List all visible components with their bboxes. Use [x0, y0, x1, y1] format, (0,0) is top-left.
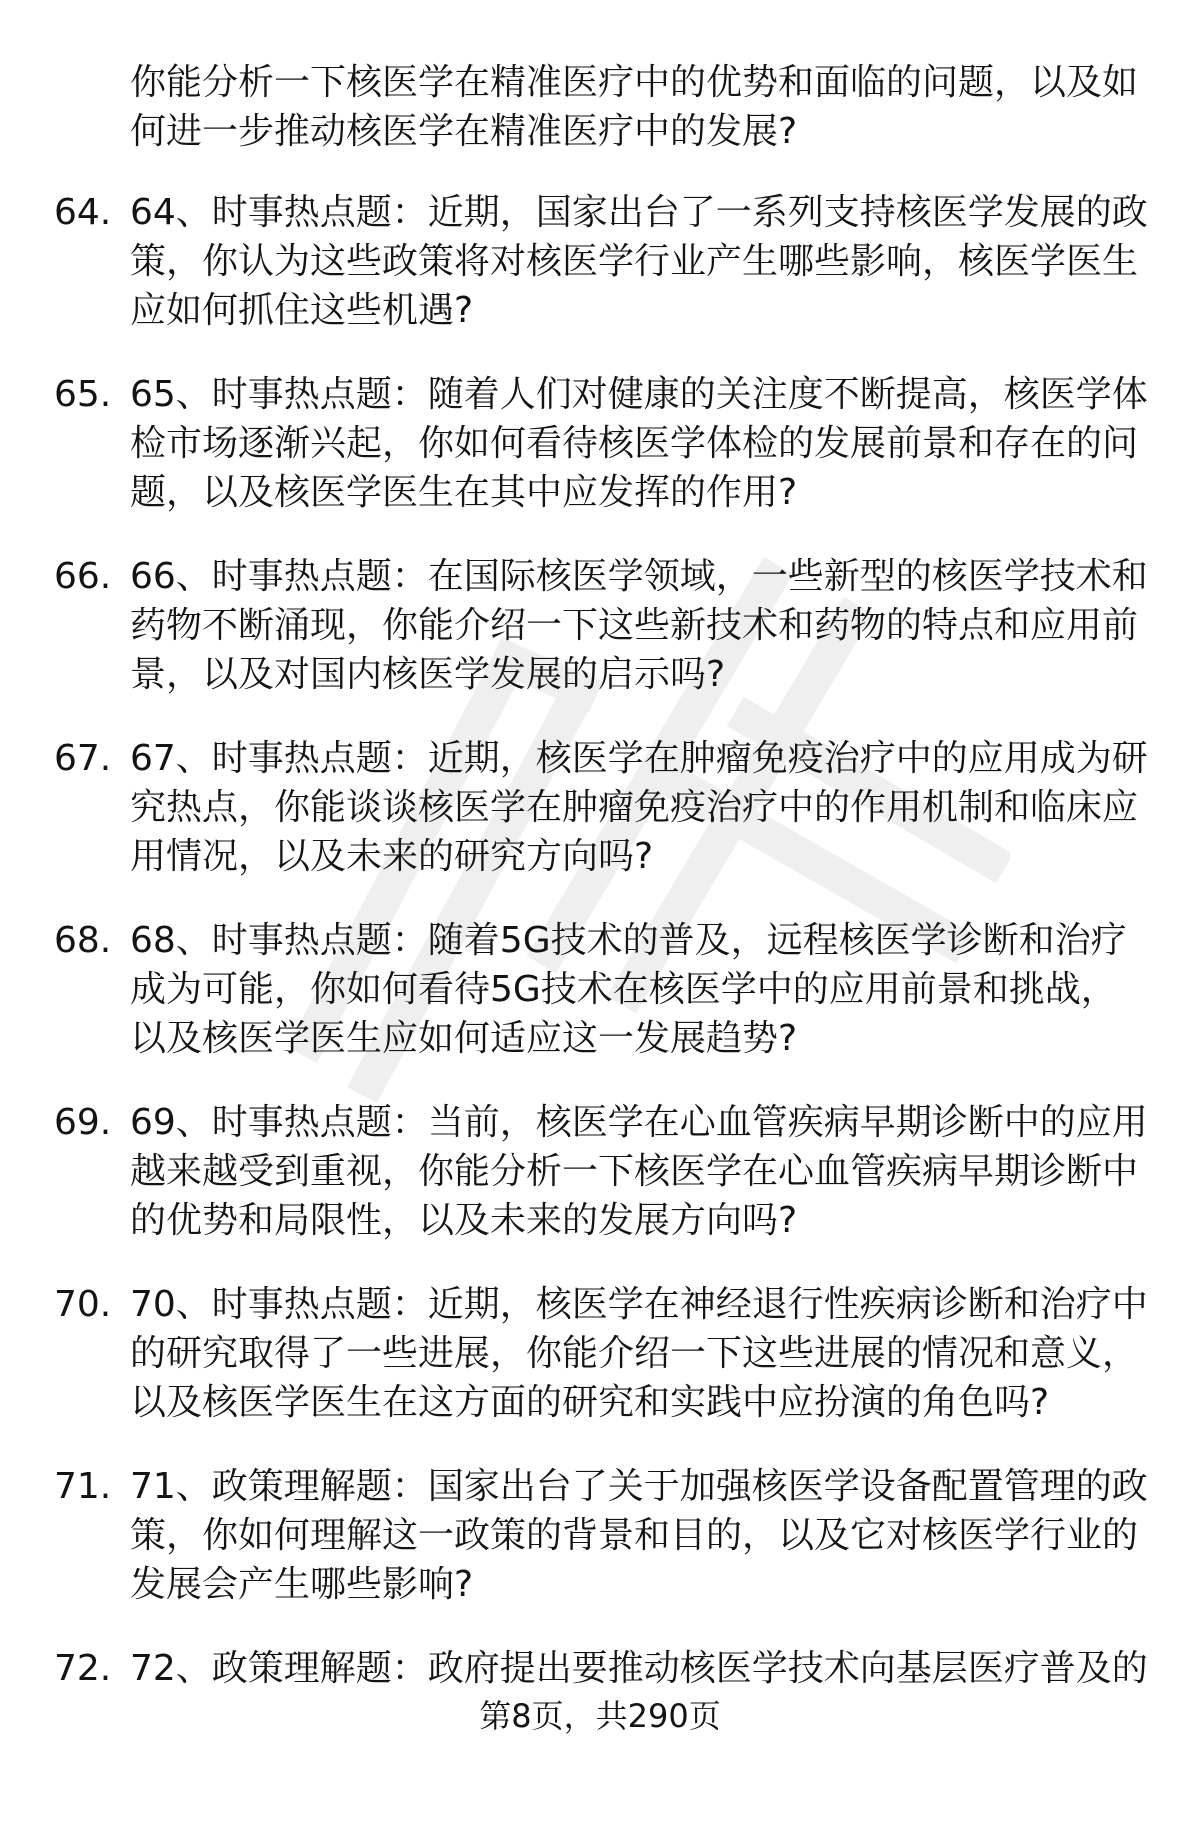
question-number: 67. [54, 738, 112, 779]
question-item [0, 552, 1200, 734]
question-item [0, 1462, 1200, 1644]
question-text: 71、政策理解题：国家出台了关于加强核医学设备配置管理的政策，你如何理解这一政策的背景和目的，以及它对核医学行业的发展会产生哪些影响? [130, 1466, 1148, 1605]
question-number: 70. [54, 1284, 112, 1325]
intro-paragraph: 你能分析一下核医学在精准医疗中的优势和面临的问题，以及如何进一步推动核医学在精准医疗中的发展? [130, 62, 1139, 152]
question-text: 68、时事热点题：随着5G技术的普及，远程核医学诊断和治疗成为可能，你如何看待5G技术在核医学中的应用前景和挑战，以及核医学医生应如何适应这一发展趋势? [130, 920, 1127, 1059]
question-text: 67、时事热点题：近期，核医学在肿瘤免疫治疗中的应用成为研究热点，你能谈谈核医学在肿瘤免疫治疗中的作用机制和临床应用情况，以及未来的研究方向吗? [130, 738, 1148, 877]
question-item [0, 1098, 1200, 1280]
question-text: 64、时事热点题：近期，国家出台了一系列支持核医学发展的政策，你认为这些政策将对核医学行业产生哪些影响，核医学医生应如何抓住这些机遇? [130, 192, 1148, 331]
question-text: 72、政策理解题：政府提出要推动核医学技术向基层医疗普及的 [130, 1648, 1148, 1689]
question-number: 69. [54, 1102, 112, 1143]
question-item [0, 370, 1200, 552]
question-text: 65、时事热点题：随着人们对健康的关注度不断提高，核医学体检市场逐渐兴起，你如何看待核医学体检的发展前景和存在的问题，以及核医学医生在其中应发挥的作用? [130, 374, 1148, 513]
question-number: 65. [54, 374, 112, 415]
question-list [0, 188, 1200, 1826]
page-footer: 第8页，共290页 [479, 1697, 721, 1735]
question-number: 68. [54, 920, 112, 961]
question-item [0, 188, 1200, 370]
question-text: 69、时事热点题：当前，核医学在心血管疾病早期诊断中的应用越来越受到重视，你能分析一下核医学在心血管疾病早期诊断中的优势和局限性，以及未来的发展方向吗? [130, 1102, 1148, 1241]
question-number: 66. [54, 556, 112, 597]
question-item [0, 1280, 1200, 1462]
question-item [0, 916, 1200, 1098]
question-number: 71. [54, 1466, 112, 1507]
question-text: 70、时事热点题：近期，核医学在神经退行性疾病诊断和治疗中的研究取得了一些进展，你能介绍一下这些进展的情况和意义，以及核医学医生在这方面的研究和实践中应扮演的角色吗? [130, 1284, 1148, 1423]
question-item [0, 734, 1200, 916]
question-number: 72. [54, 1648, 112, 1689]
question-text: 66、时事热点题：在国际核医学领域，一些新型的核医学技术和药物不断涌现，你能介绍一下这些新技术和药物的特点和应用前景，以及对国内核医学发展的启示吗? [130, 556, 1148, 695]
question-number: 64. [54, 192, 112, 233]
